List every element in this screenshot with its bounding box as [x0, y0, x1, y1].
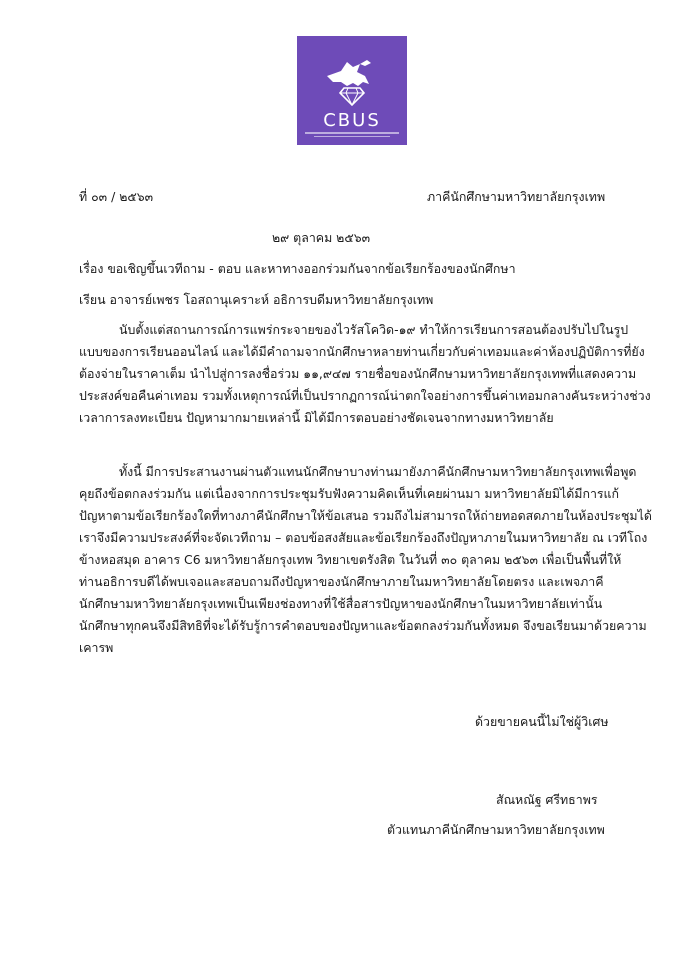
paragraph-line: เวลาการลงทะเบียน ปัญหามากมายเหล่านี้ มิได้มีการตอบอย่างชัดเจนจากทางมหาวิทยาลัย — [79, 410, 554, 425]
letter-salutation: เรียน อาจารย์เพชร โอสถานุเคราะห์ อธิการบดีมหาวิทยาลัยกรุงเทพ — [79, 292, 434, 307]
paragraph-1 — [79, 319, 651, 429]
paragraph-line: ปัญหาตามข้อเรียกร้องใดที่ทางภาคีนักศึกษาให้ข้อเสนอ รวมถึงไม่สามารถให้ถ่ายทอดสดภายในห้องประชุมได้ — [79, 508, 652, 523]
signer-name: สัณหณัฐ ศรีทธาพร — [496, 792, 598, 807]
paragraph-line: นับตั้งแต่สถานการณ์การแพร่กระจายของไวรัสโควิด-๑๙ ทำให้การเรียนการสอนต้องปรับไปในรูป — [119, 322, 629, 337]
paragraph-line: ข้างหอสมุด อาคาร C6 มหาวิทยาลัยกรุงเทพ วิทยาเขตรังสิต ในวันที่ ๓๐ ตุลาคม ๒๕๖๓ เพื่อเป็นพื้นที่ให้ — [79, 552, 622, 567]
organization-header: ภาคีนักศึกษามหาวิทยาลัยกรุงเทพ — [427, 189, 606, 204]
paragraph-line: แบบของการเรียนออนไลน์ และได้มีคำถามจากนักศึกษาหลายท่านเกี่ยวกับค่าเทอมและค่าห้องปฏิบัติการที่ยัง — [79, 344, 645, 359]
logo-tagline — [305, 132, 399, 139]
document-number: ที่ ๐๓ / ๒๕๖๓ — [79, 189, 154, 204]
paragraph-line: ทั้งนี้ มีการประสานงานผ่านตัวแทนนักศึกษาบางท่านมายังภาคีนักศึกษามหาวิทยาลัยกรุงเทพเพื่อพูด — [119, 464, 637, 479]
paragraph-line: เราจึงมีความประสงค์ที่จะจัดเวทีถาม – ตอบข้อสงสัยและข้อเรียกร้องถึงปัญหาภายในมหาวิทยาลัย ณ เวทีโถง — [79, 530, 648, 545]
letter-date: ๒๙ ตุลาคม ๒๕๖๓ — [272, 230, 371, 245]
paragraph-line: ประสงค์ขอคืนค่าเทอม รวมทั้งเหตุการณ์ที่เป็นปรากฏการณ์น่าตกใจอย่างการขึ้นค่าเทอมกลางคันระหว่างช่วง — [79, 388, 651, 403]
letter-subject: เรื่อง ขอเชิญขึ้นเวทีถาม - ตอบ และหาทางออกร่วมกันจากข้อเรียกร้องของนักศึกษา — [79, 261, 516, 276]
paragraph-line: นักศึกษามหาวิทยาลัยกรุงเทพเป็นเพียงช่องทางที่ใช้สื่อสารปัญหาของนักศึกษาในมหาวิทยาลัยเท่านั้น — [79, 596, 603, 611]
signer-title: ตัวแทนภาคีนักศึกษามหาวิทยาลัยกรุงเทพ — [387, 822, 605, 837]
paragraph-2 — [79, 461, 652, 659]
paragraph-line: คุยถึงข้อตกลงร่วมกัน แต่เนื่องจากการประชุมรับฟังความคิดเห็นที่เคยผ่านมา มหาวิทยาลัยมิได้มีการแก้ — [79, 486, 620, 501]
closing-line: ด้วยขายคนนี้ไม่ใช่ผู้วิเศษ — [475, 714, 609, 729]
logo-text: CBUS — [323, 110, 381, 131]
paragraph-line: เคารพ — [79, 640, 114, 655]
paragraph-line: นักศึกษาทุกคนจึงมีสิทธิที่จะได้รับรู้การคำตอบของปัญหาและข้อตกลงร่วมกันทั้งหมด จึงขอเรียนมาด้วยความ — [79, 618, 647, 633]
paragraph-line: ต้องจ่ายในราคาเต็ม นำไปสู่การลงชื่อร่วม ๑๑,๙๔๗ รายชื่อของนักศึกษามหาวิทยาลัยกรุงเทพที่แสดงความ — [79, 366, 637, 381]
cbus-logo — [297, 36, 407, 145]
paragraph-line: ท่านอธิการบดีได้พบเจอและสอบถามถึงปัญหาของนักศึกษาภายในมหาวิทยาลัยโดยตรง และเพจภาคี — [79, 574, 604, 589]
